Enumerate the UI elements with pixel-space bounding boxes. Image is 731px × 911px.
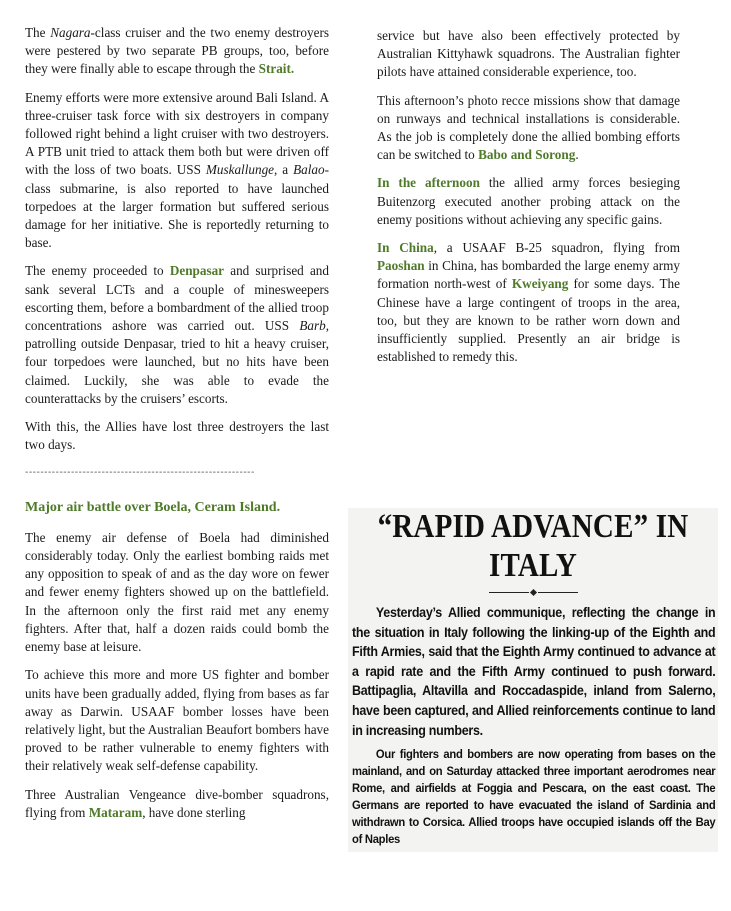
place-link-kweiyang[interactable]: Kweiyang (511, 276, 569, 292)
paragraph-buitenzorg (377, 174, 680, 229)
place-link-babo-sorong[interactable]: Babo and Sorong (478, 147, 576, 163)
place-link-strait[interactable]: Strait. (258, 61, 295, 77)
paragraph-vengeance (25, 786, 329, 822)
text: , patrolling outside Denpasar, tried to hit a heavy cruiser, four torpedoes were launched, but no hits have been claimed. Luckily, she was able to evade the counterattacks by the cruisers’ escorts. (25, 318, 329, 406)
highlight-afternoon: In the afternoon (377, 175, 480, 191)
ornament-divider-icon (348, 590, 718, 595)
left-column (25, 24, 329, 832)
ship-name: Muskallunge (205, 162, 275, 178)
paragraph-denpasar (25, 262, 329, 408)
text: for some days. The Chinese have a large contingent of troops in the area, too, but they are known to be rather worn down and insufficiently supplied. Presently an air bridge is established to remedy this. (377, 276, 680, 365)
text: Three Australian Vengeance dive-bomber squadrons, flying from (25, 786, 329, 820)
clipping-paragraph-1: Yesterday’s Allied communique, reflecting the change in the situation in Italy following the linking-up of the Eighth and Fifth Armies, said that the Eighth Army continued to advance at a rapid rate and the Fifth Army continued to push forward. Battipaglia, Altavilla and Roccadaspide, inland from Salerno, have been captured, and Allied reinforcements continue to land in increasing numbers. (352, 605, 716, 738)
text: The enemy proceeded to (25, 263, 170, 279)
paragraph-recce (377, 92, 680, 165)
clipping-headline: “RAPID ADVANCE” IN ITALY (377, 508, 689, 584)
paragraph-losses: With this, the Allies have lost three destroyers the last two days. (25, 419, 329, 453)
clipping-paragraph-2: Our fighters and bombers are now operating from bases on the mainland, and on Saturday attacked three important aerodromes near Rome, and airfields at Foggia and Pescara, on the east coast. The Germans are reported to have evacuated the island of Sardinia and withdrawn to Corsica. Allied troops have occupied islands off the Bay of Naples (352, 747, 716, 847)
text: -class submarine, is also reported to have launched torpedoes at the larger formation but suffered serious damage for her initiative. She is reportedly returning to base. (25, 162, 330, 251)
place-link-denpasar[interactable]: Denpasar (169, 263, 225, 279)
ship-class-name: Nagara (50, 25, 91, 40)
text: , a (274, 162, 294, 178)
text: . (575, 147, 579, 163)
section-divider: ------------------------------------------------------------ (25, 467, 255, 479)
paragraph-boela: The enemy air defense of Boela had diminished considerably today. Only the earliest bombing raids met any opposition to speak of and as the day wore on fewer and fewer enemy fighters showed up on the battlefield. In the afternoon only the first raid met any enemy fighters. After that, half a dozen raids could bomb the enemy base at leisure. (25, 529, 329, 655)
text: in China, has bombarded the large enemy army formation north-west of (377, 258, 680, 292)
right-column (377, 27, 680, 376)
text: Enemy efforts were more extensive around Bali Island. A three-cruiser task force with six destroyers in company followed right behind a light cruiser with two destroyers. A PTB unit tried to attack them both but were driven off with the loss of two boats. USS (25, 89, 329, 178)
paragraph-nagara (25, 24, 329, 79)
ship-name: Barb (299, 318, 326, 334)
text: The (25, 25, 51, 40)
paragraph-bali (25, 89, 329, 253)
place-link-paoshan[interactable]: Paoshan (377, 258, 425, 274)
text: the allied army forces besieging Buitenzorg executed another probing attack on the enemy positions without achieving any specific gains. (377, 175, 680, 227)
text: This afternoon’s photo recce missions show that damage on runways and technical installations is considerable. As the job is completely done the allied bombing efforts can be switched to (377, 92, 680, 163)
highlight-china: In China (377, 240, 434, 256)
newspaper-clipping (348, 508, 718, 852)
text: -class cruiser and the two enemy destroyers were pestered by two separate PB groups, too, before they were finally able to escape through the (25, 25, 329, 77)
paragraph-kittyhawk: service but have also been effectively protected by Australian Kittyhawk squadrons. The Australian fighter pilots have attained considerable experience, too. (377, 28, 680, 80)
section-heading: Major air battle over Boela, Ceram Island. (25, 499, 281, 515)
ship-class-name: Balao (293, 162, 325, 178)
place-link-mataram[interactable]: Mataram (88, 804, 143, 820)
text: and surprised and sank several LCTs and a couple of minesweepers escorting them, before a bombardment of the allied troop concentrations ashore was carried out. USS (25, 263, 329, 334)
text: , a USAAF B-25 squadron, flying from (433, 240, 681, 256)
text: , have done sterling (142, 804, 246, 820)
paragraph-us-units: To achieve this more and more US fighter and bomber units have been gradually added, flying from bases as far away as Darwin. USAAF bomber losses have been relatively light, but the Australian Beaufort bombers have proved to be rather vulnerable to enemy fighters with their relatively weak self-defense capability. (25, 667, 329, 774)
paragraph-china (377, 239, 680, 366)
